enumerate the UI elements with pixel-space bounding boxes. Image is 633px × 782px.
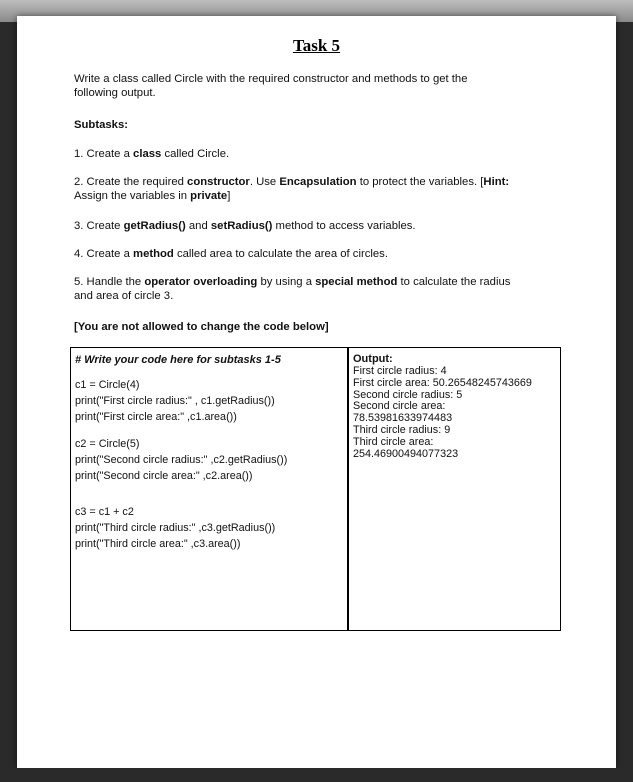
output-column (353, 353, 558, 460)
subtask-2-bold-encapsulation: Encapsulation (279, 176, 357, 188)
output-line: Third circle area: (353, 435, 434, 448)
subtask-2-bold-hint: Hint: (483, 176, 510, 188)
subtask-3-bold-setradius: setRadius() (210, 220, 273, 232)
output-line: 78.53981633974483 (353, 412, 453, 425)
code-line: c2 = Circle(5) (75, 438, 140, 450)
code-column (75, 353, 343, 552)
output-line: Second circle area: (353, 400, 446, 413)
subtask-2-text-g: Assign the variables in (74, 190, 191, 202)
notice (74, 320, 554, 334)
subtask-5-bold-special: special method (315, 276, 398, 288)
subtask-1-bold: class (133, 148, 162, 160)
subtask-4 (74, 247, 554, 261)
output-line: First circle radius: 4 (353, 365, 447, 377)
subtask-1-text-c: called Circle. (161, 148, 230, 160)
notice-text: [You are not allowed to change the code below] (74, 321, 329, 333)
subtask-2-text-a: 2. Create the required (74, 176, 188, 188)
subtask-2-text-e: to protect the variables. [ (356, 176, 484, 188)
code-line: print("Third circle area:" ,c3.area()) (75, 538, 241, 550)
subtask-4-text-c: called area to calculate the area of circles. (173, 248, 388, 260)
code-line: c3 = c1 + c2 (75, 506, 134, 518)
subtask-5 (74, 275, 554, 303)
subtasks-heading-text: Subtasks: (74, 119, 128, 131)
code-line: print("Third circle radius:" ,c3.getRadius()) (75, 522, 276, 534)
viewer-bottom-bar (0, 768, 633, 782)
subtask-1-text-a: 1. Create a (74, 148, 134, 160)
subtask-2 (74, 175, 554, 203)
output-line: Third circle radius: 9 (353, 423, 451, 436)
subtask-2-text-c: . Use (249, 176, 280, 188)
subtask-3-text-e: method to access variables. (272, 220, 416, 232)
subtasks-heading (74, 118, 554, 132)
subtask-5-text-c: by using a (257, 276, 316, 288)
subtask-5-text-a: 5. Handle the (74, 276, 145, 288)
code-line: c1 = Circle(4) (75, 379, 140, 391)
code-line: print("First circle area:" ,c1.area()) (75, 411, 237, 423)
subtask-4-text-a: 4. Create a (74, 248, 134, 260)
subtask-1 (74, 147, 554, 161)
output-line: 254.46900494077323 (353, 447, 459, 460)
document-page (17, 16, 616, 768)
subtask-5-text-e: to calculate the radius (397, 276, 511, 288)
subtask-3 (74, 219, 554, 233)
subtask-2-text-i: ] (227, 190, 231, 202)
code-output-table (70, 347, 561, 631)
output-heading: Output: (353, 353, 393, 365)
subtask-2-bold-private: private (190, 190, 228, 202)
intro-line-2: following output. (74, 87, 156, 99)
intro-paragraph (74, 72, 554, 100)
subtask-3-text-a: 3. Create (74, 220, 124, 232)
output-line: First circle area: 50.26548245743669 (353, 376, 532, 389)
code-heading: # Write your code here for subtasks 1-5 (75, 354, 281, 366)
table-divider (347, 348, 349, 630)
subtask-2-bold-constructor: constructor (187, 176, 250, 188)
subtask-4-bold-method: method (133, 248, 174, 260)
code-line: print("First circle radius:" , c1.getRadius()) (75, 395, 275, 407)
subtask-5-text-f: and area of circle 3. (74, 290, 174, 302)
task-title: Task 5 (292, 36, 341, 55)
subtask-5-bold-operator: operator overloading (144, 276, 258, 288)
code-line: print("Second circle area:" ,c2.area()) (75, 470, 253, 482)
output-line: Second circle radius: 5 (353, 388, 463, 401)
intro-line-1: Write a class called Circle with the required constructor and methods to get the (74, 73, 468, 85)
code-line: print("Second circle radius:" ,c2.getRadius()) (75, 454, 288, 466)
subtask-3-text-c: and (185, 220, 211, 232)
subtask-3-bold-getradius: getRadius() (123, 220, 186, 232)
